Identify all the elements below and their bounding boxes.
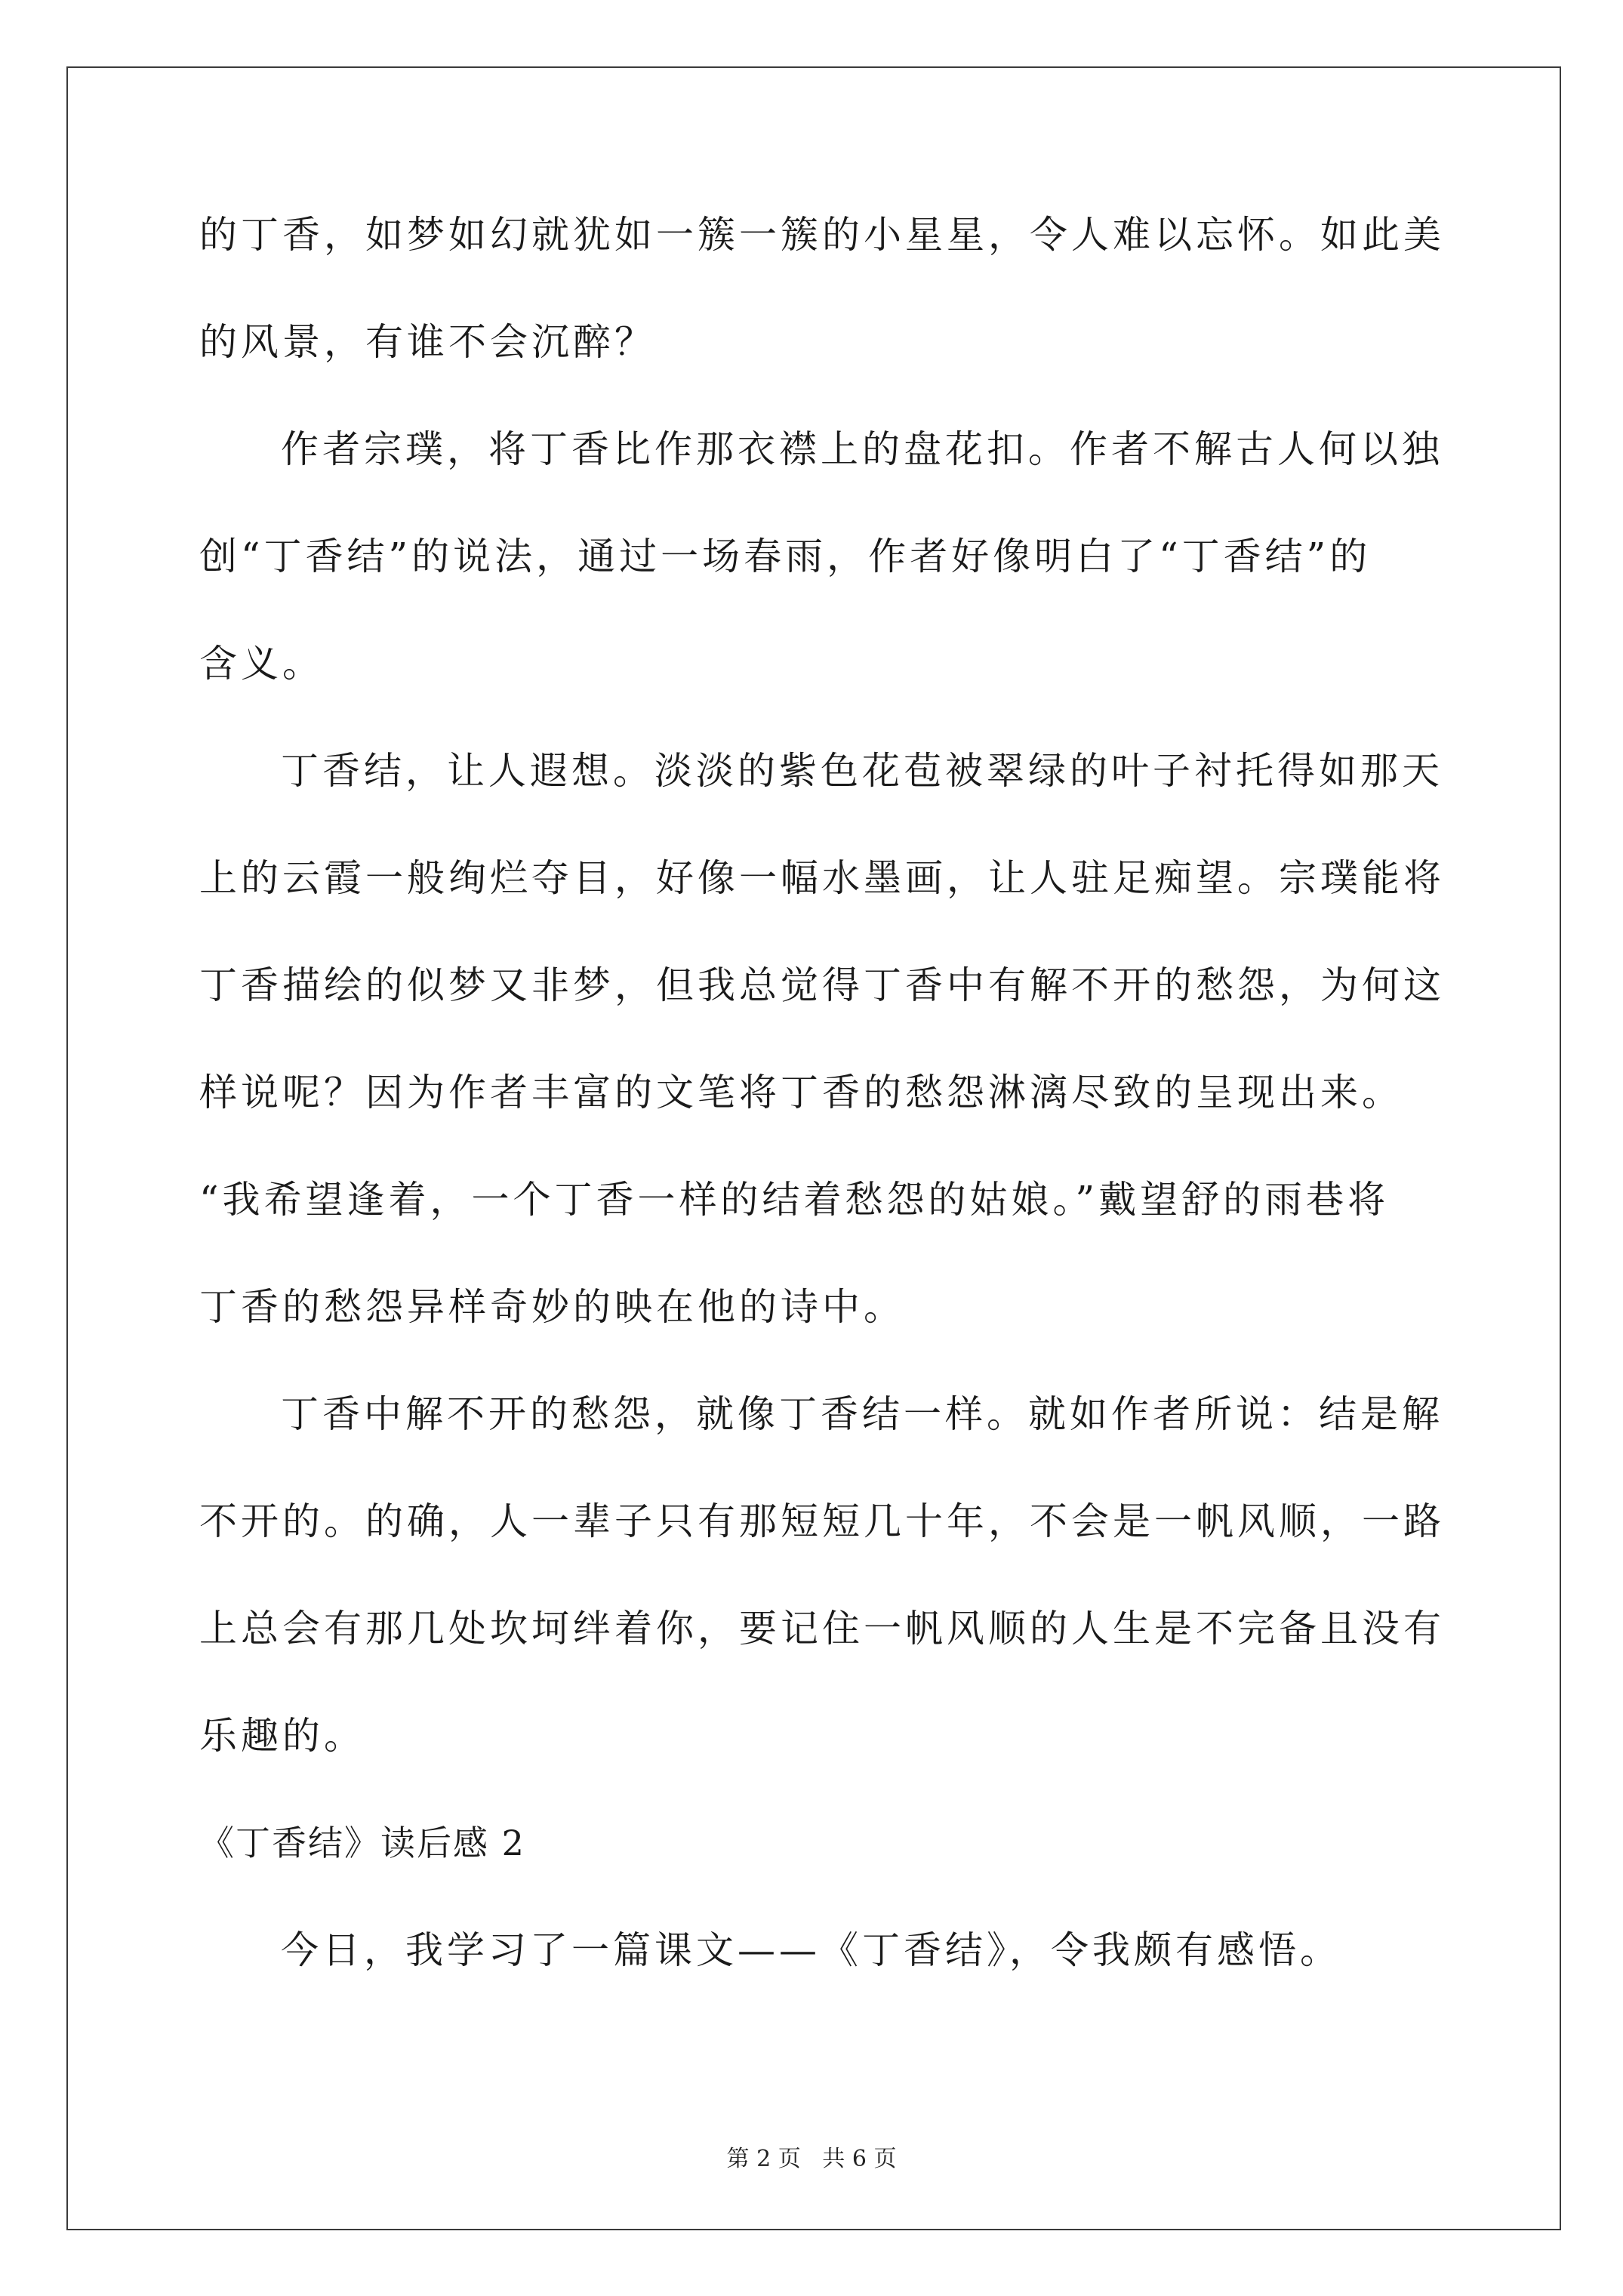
text-line: 丁香中解不开的愁怨，就像丁香结一样。就如作者所说：结是解 (281, 1392, 1443, 1436)
text-line: 丁香结，让人遐想。淡淡的紫色花苞被翠绿的叶子衬托得如那天 (281, 749, 1443, 793)
paragraph-4 (199, 1388, 1445, 1762)
final-paragraph: 今日，我学习了一篇课文——《丁香结》，令我颇有感悟。 (281, 1928, 1341, 1972)
text-line: “我希望逢着，一个丁香一样的结着愁怨的姑娘。”戴望舒的雨巷将 (199, 1178, 1390, 1222)
text-line: 作者宗璞，将丁香比作那衣襟上的盘花扣。作者不解古人何以独 (281, 427, 1443, 471)
paragraph-2 (199, 423, 1443, 690)
paragraph-1 (199, 208, 1445, 368)
text-line: 上总会有那几处坎坷绊着你，要记住一帆风顺的人生是不完备且没有 (199, 1607, 1445, 1650)
text-line: 样说呢？因为作者丰富的文笔将丁香的愁怨淋漓尽致的呈现出来。 (199, 1071, 1403, 1114)
text-line: 的风景，有谁不会沉醉？ (199, 320, 656, 364)
text-line: 丁香描绘的似梦又非梦，但我总觉得丁香中有解不开的愁怨，为何这 (199, 963, 1445, 1007)
page-footer: 第 2 页 共 6 页 (726, 2146, 897, 2172)
section-heading: 《丁香结》读后感 2 (199, 1823, 525, 1863)
paragraph-3 (199, 744, 1445, 1333)
text-line: 上的云霞一般绚烂夺目，好像一幅水墨画，让人驻足痴望。宗璞能将 (199, 856, 1445, 900)
text-line: 含义。 (199, 642, 324, 686)
text-line: 丁香的愁怨异样奇妙的映在他的诗中。 (199, 1285, 905, 1329)
text-line: 的丁香，如梦如幻就犹如一簇一簇的小星星，令人难以忘怀。如此美 (199, 213, 1445, 257)
text-line: 创“丁香结”的说法，通过一场春雨，作者好像明白了“丁香结”的 (199, 535, 1372, 578)
text-line: 乐趣的。 (199, 1714, 365, 1758)
text-line: 不开的。的确，人一辈子只有那短短几十年，不会是一帆风顺，一路 (199, 1499, 1445, 1543)
document-body (199, 208, 1445, 1977)
